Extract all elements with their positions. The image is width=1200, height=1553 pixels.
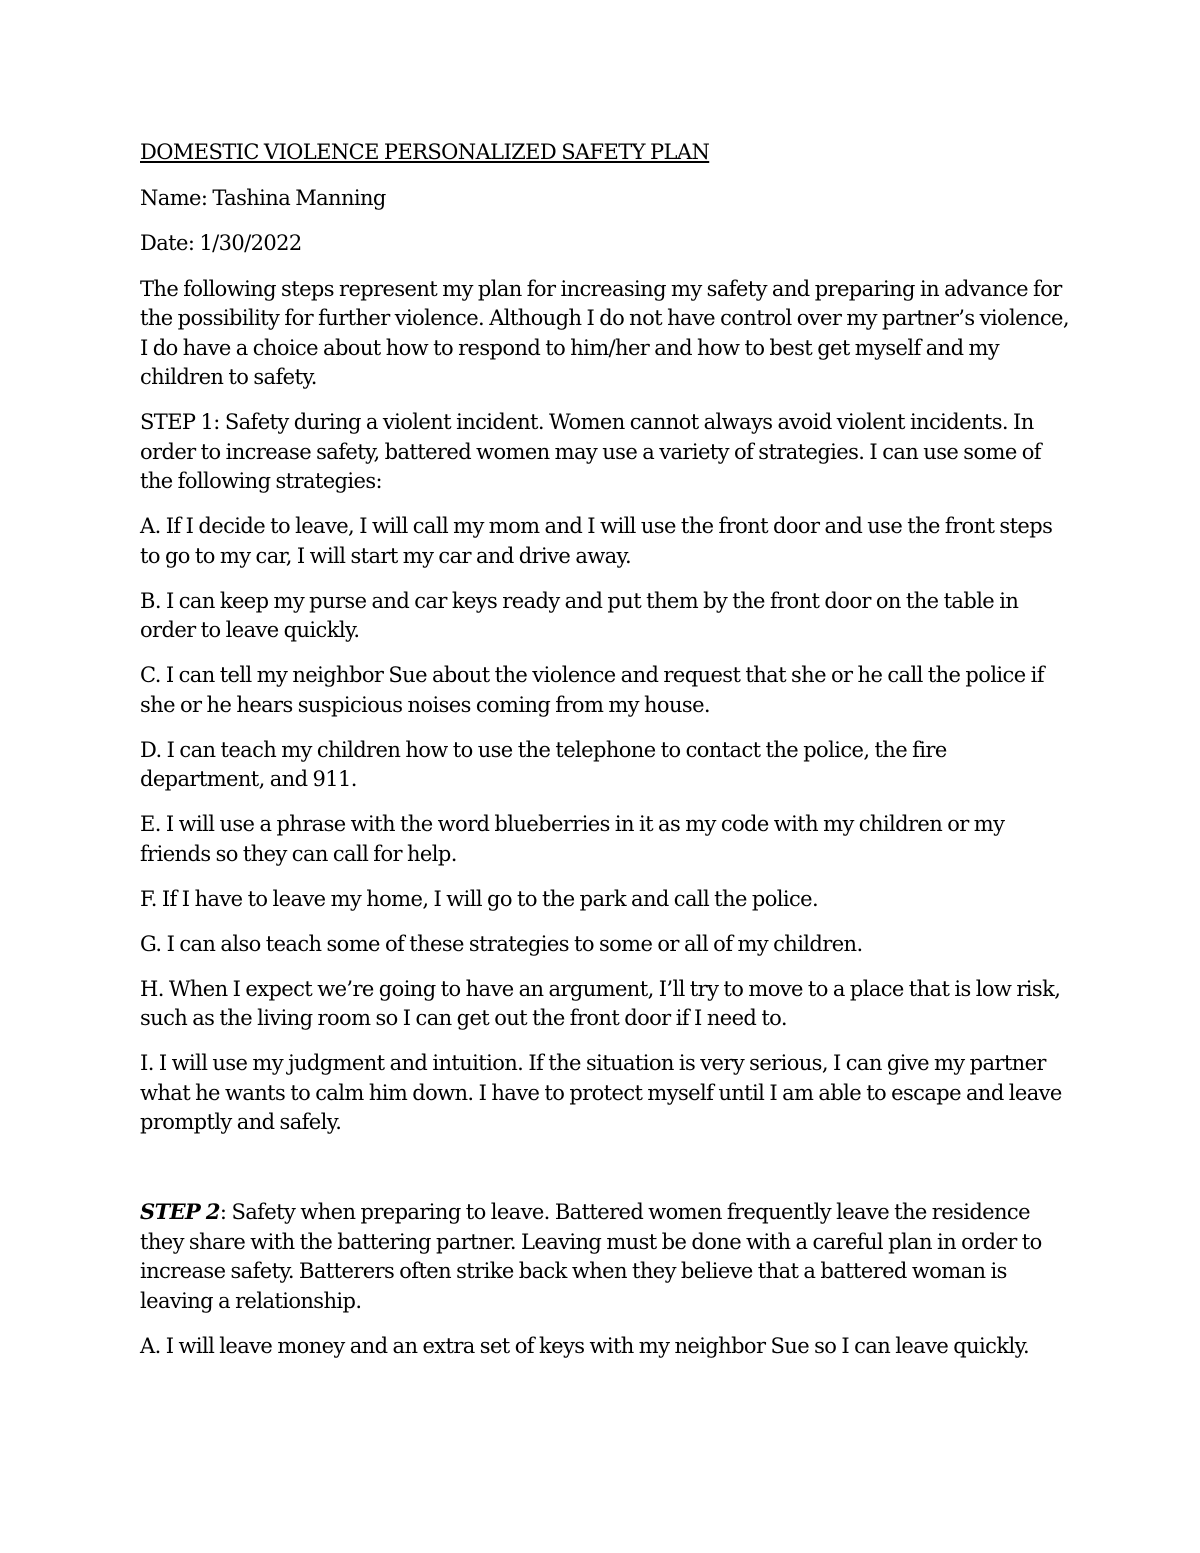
- document-page: [140, 138, 1070, 1377]
- step1-item-h: H. When I expect we’re going to have an argument, I’ll try to move to a place that is low risk, such as the living room so I can get out the front door if I need to.: [140, 976, 1061, 1030]
- blank-line: [140, 1153, 1070, 1197]
- document-title: DOMESTIC VIOLENCE PERSONALIZED SAFETY PLAN: [140, 140, 710, 164]
- step1-item-a: A. If I decide to leave, I will call my mom and I will use the front door and use the front steps to go to my car, I will start my car and drive away.: [140, 514, 1053, 568]
- step1-item-d: D. I can teach my children how to use the telephone to contact the police, the fire department, and 911.: [140, 737, 947, 791]
- intro-paragraph: The following steps represent my plan for increasing my safety and preparing in advance for the possibility for further violence. Although I do not have control over my partner’s violence, I do have a choice about how to respond to him/her and how to best get myself and my children to safety.: [140, 276, 1069, 389]
- step1-item-e: E. I will use a phrase with the word blueberries in it as my code with my children or my friends so they can call for help.: [140, 812, 1005, 866]
- step2-paragraph: [140, 1197, 1070, 1316]
- step1-item-f: F. If I have to leave my home, I will go to the park and call the police.: [140, 886, 819, 911]
- step1-paragraph: STEP 1: Safety during a violent incident. Women cannot always avoid violent incidents. In order to increase safety, battered women may use a variety of strategies. I can use some of the following strategies:: [140, 410, 1041, 493]
- date-line: Date: 1/30/2022: [140, 231, 302, 255]
- step1-item-i: I. I will use my judgment and intuition. If the situation is very serious, I can give my partner what he wants to calm him down. I have to protect myself until I am able to escape and leave promptly and safely.: [140, 1051, 1062, 1134]
- step1-item-b: B. I can keep my purse and car keys ready and put them by the front door on the table in order to leave quickly.: [140, 588, 1019, 642]
- name-line: Name: Tashina Manning: [140, 185, 386, 210]
- step1-item-g: G. I can also teach some of these strategies to some or all of my children.: [140, 931, 863, 956]
- step2-label: STEP 2: [140, 1199, 220, 1224]
- step2-item-a: A. I will leave money and an extra set of keys with my neighbor Sue so I can leave quickly.: [140, 1333, 1030, 1358]
- step1-item-c: C. I can tell my neighbor Sue about the violence and request that she or he call the police if she or he hears suspicious noises coming from my house.: [140, 663, 1044, 717]
- step2-text: : Safety when preparing to leave. Battered women frequently leave the residence they share with the battering partner. Leaving must be done with a careful plan in order to increase safety. Batterers often strike back when they believe that a battered woman is leaving a relationship.: [140, 1200, 1042, 1313]
